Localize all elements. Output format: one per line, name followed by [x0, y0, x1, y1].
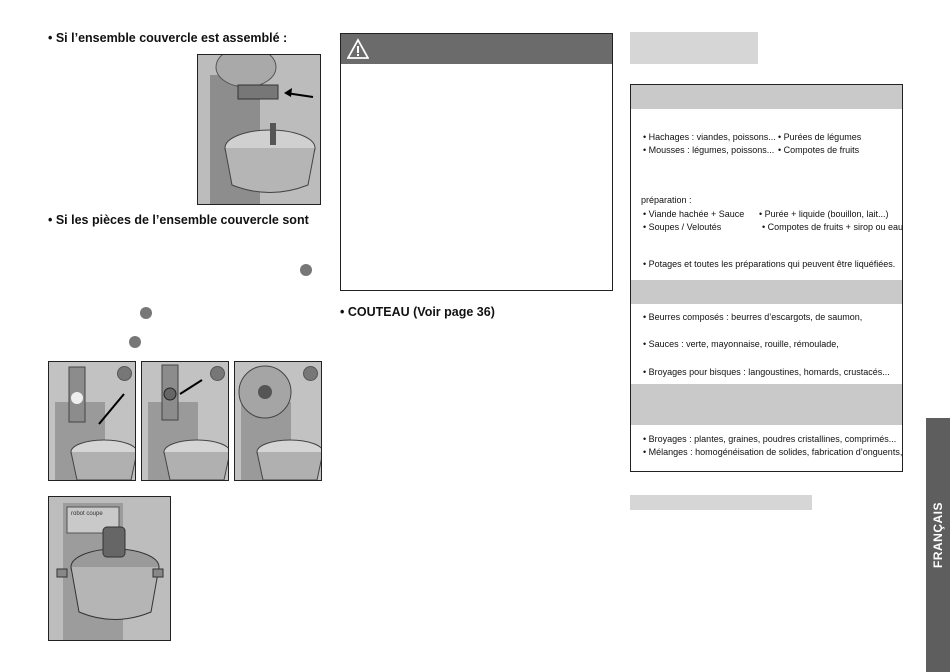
warning-triangle-icon — [347, 38, 369, 60]
panel-header-3 — [631, 384, 902, 425]
panel-header-1 — [631, 85, 902, 109]
language-side-tab — [926, 418, 950, 672]
heading-lid-parts: • Si les pièces de l’ensemble couvercle sont — [48, 213, 309, 227]
s2-item-2: • Broyages pour bisques : langoustines, homards, crustacés... — [643, 367, 890, 377]
section-title-tab — [630, 32, 758, 64]
prep-left-0: • Viande hachée + Sauce — [643, 209, 745, 219]
s1-item-right-0: • Purées de légumes — [778, 132, 862, 142]
panel-header-2 — [631, 280, 902, 304]
photo-step-3 — [234, 361, 322, 481]
photo-step-2 — [141, 361, 229, 481]
step-marker-1 — [300, 264, 312, 276]
usage-panel — [630, 84, 903, 472]
prep-right-0: • Purée + liquide (bouillon, lait...) — [759, 209, 889, 219]
s1-item-left-1: • Mousses : légumes, poissons... — [643, 145, 775, 155]
prep-right-1: • Compotes de fruits + sirop ou eau — [762, 222, 903, 232]
couteau-heading: • COUTEAU (Voir page 36) — [340, 305, 495, 319]
s2-item-0: • Beurres composés : beurres d’escargots, de saumon, — [643, 312, 863, 322]
photo-lid-assembled — [197, 54, 321, 205]
photo-brand-label: robot coupe — [71, 511, 103, 517]
s1-item-left-0: • Hachages : viandes, poissons... — [643, 132, 776, 142]
potages-item: • Potages et toutes les préparations qui peuvent être liquéfiées. — [643, 259, 896, 269]
warning-box — [340, 33, 613, 291]
photo-machine-assembled — [48, 496, 171, 641]
photo-step-1 — [48, 361, 136, 481]
s1-item-right-1: • Compotes de fruits — [778, 145, 860, 155]
step-marker-2 — [140, 307, 152, 319]
footer-grey-bar — [630, 495, 812, 510]
heading-lid-assembled: • Si l’ensemble couvercle est assemblé : — [48, 31, 288, 45]
warning-header — [341, 34, 612, 64]
s3-item-0: • Broyages : plantes, graines, poudres cristallines, comprimés... — [643, 434, 897, 444]
step-marker-3 — [129, 336, 141, 348]
language-label: FRANÇAIS — [931, 502, 945, 568]
prep-left-1: • Soupes / Veloutés — [643, 222, 722, 232]
s2-item-1: • Sauces : verte, mayonnaise, rouille, rémoulade, — [643, 339, 839, 349]
s3-item-1: • Mélanges : homogénéisation de solides, fabrication d’onguents, — [643, 447, 903, 457]
prep-label: préparation : — [641, 195, 692, 205]
